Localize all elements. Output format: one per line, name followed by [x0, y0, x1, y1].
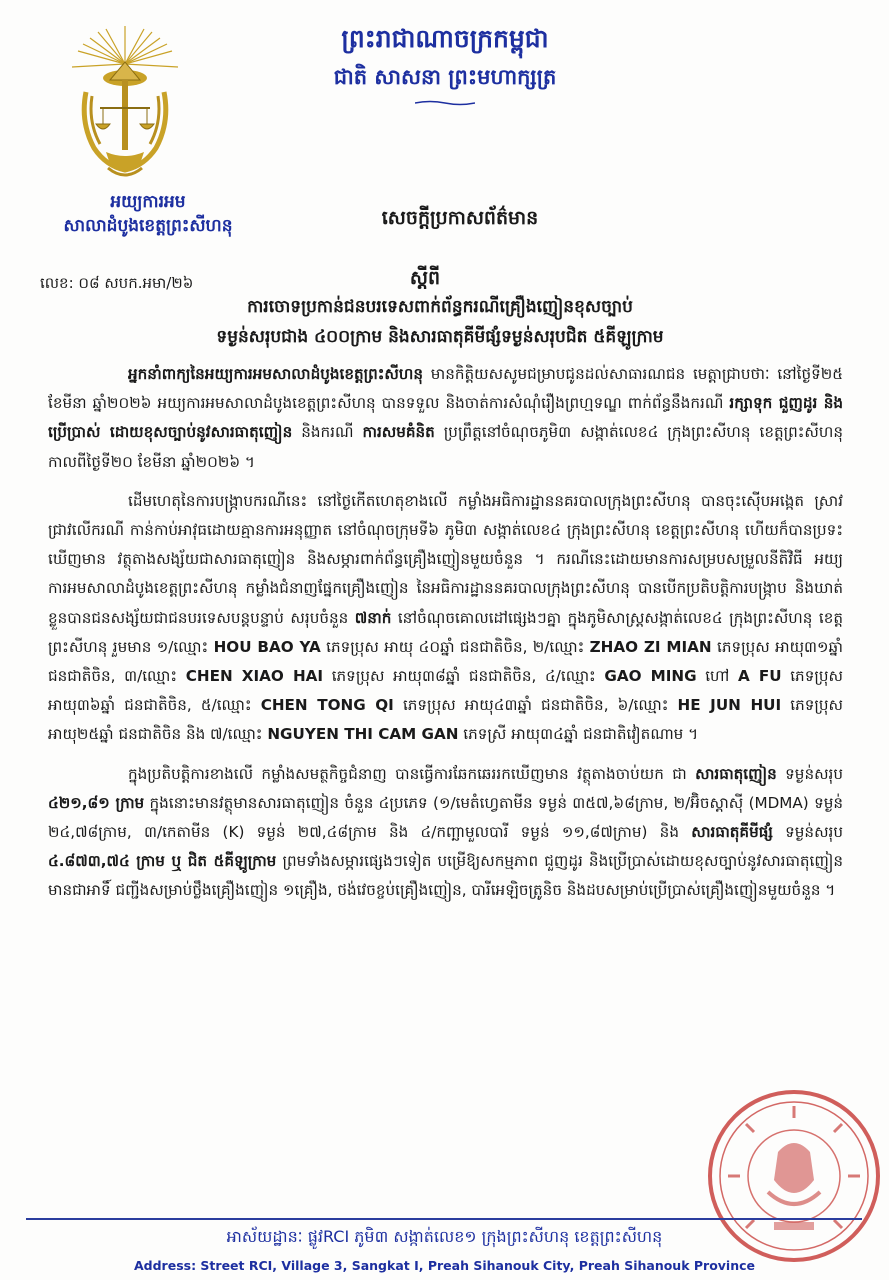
p2-text: ហៅ	[696, 667, 738, 686]
royal-emblem-logo	[66, 22, 184, 184]
drug-weight: ៤២១,៨១ ក្រាម	[48, 793, 145, 812]
kingdom-header	[290, 20, 600, 106]
drug-label: សារធាតុញៀន	[695, 764, 777, 783]
org-line-1: អយ្យការអម	[110, 192, 186, 212]
p2-text: ភេទប្រុស អាយុ៣៨ឆ្នាំ ជនជាតិចិន, ៤/ឈ្មោះ	[323, 667, 605, 686]
suspect-count: ៧នាក់	[354, 608, 392, 627]
suspect-name: HOU BAO YA	[213, 637, 321, 656]
reference-number: លេខ: ០៨ សបក.អមា/២៦	[40, 274, 194, 292]
regarding-label: ស្តីពី	[409, 267, 441, 289]
suspect-name: HE JUN HUI	[677, 696, 782, 715]
kingdom-motto: ជាតិ សាសនា ព្រះមហាក្សត្រ	[333, 65, 557, 89]
p3-text: ទម្ងន់សរុប	[776, 764, 844, 783]
p2-text: នៅចំណុចគោលដៅផ្សេងៗគ្នា ក្នុងភូមិសាស្ត្រសង្កាត់លេខ៤ ក្រុងព្រះសីហនុ ខេត្តព្រះសីហនុ រួមមាន ១/ឈ្មោះ	[48, 608, 843, 656]
kingdom-title: ព្រះរាជាណាចក្រកម្ពុជា	[341, 24, 549, 53]
p2-text: ដើមហេតុនៃការបង្ក្រាបករណីនេះ នៅថ្ងៃកើតហេតុខាងលើ កម្លាំងអធិការដ្ឋាននគរបាលក្រុងព្រះសីហនុ បានចុះស៊ើបអង្កេត ស្រាវជ្រាវលើករណី កាន់កាប់អាវុធដោយគ្មានការអនុញ្ញាត នៅចំណុចក្រុមទី៦ ភូមិ៣ សង្កាត់លេខ៤ ក្រុងព្រះសីហនុ ខេត្តព្រះសីហនុ ហើយក៏បានប្រទះឃើញមាន វត្ថុតាងសង្ស័យជាសារធាតុញៀន និងសម្ភារពាក់ព័ន្ធគ្រឿងញៀនមួយចំនួន ។ ករណីនេះដោយមានការសម្របសម្រួលនីតិវិធី អយ្យការអមសាលាដំបូងខេត្តព្រះសីហនុ កម្លាំងជំនាញផ្នែកគ្រឿងញៀន នៃអធិការដ្ឋាននគរបាលក្រុងព្រះសីហនុ បានបើកប្រតិបត្តិការបង្ក្រាប និងឃាត់ខ្លួនបានជនសង្ស័យជាជនបរទេសបន្តបន្ទាប់ សរុបចំនួន	[48, 491, 843, 627]
org-line-2: សាលាដំបូងខេត្តព្រះសីហនុ	[63, 216, 233, 236]
p3-text: ក្នុងនោះមានវត្ថុមានសារធាតុញៀន ចំនួន ៤ប្រភេទ (១/មេតំហ្វេតាមីន ទម្ងន់ ៣៥៧,៦៨ក្រាម, ២/អ៊ិចស្តាស៊ី (MDMA) ទម្ងន់ ២៤,៧៨ក្រាម, ៣/កេតាមីន (K) ទម្ងន់ ២៧,៤៨ក្រាម និង ៤/កញ្ឆាមួលបារី ទម្ងន់ ១១,៨៧ក្រាម) និង	[48, 793, 843, 842]
p2-text: ភេទប្រុស អាយុ៣៦ឆ្នាំ ជនជាតិចិន, ៥/ឈ្មោះ	[48, 667, 843, 715]
address-khmer: អាស័យដ្ឋានៈ ផ្លូវRCI ភូមិ៣ សង្កាត់លេខ១ ក្រុងព្រះសីហនុ ខេត្តព្រះសីហនុ	[226, 1227, 663, 1246]
chemical-weight: ៤.៨៧៣,៧៤ ក្រាម ឬ ជិត ៥គីឡូក្រាម	[48, 852, 277, 871]
paragraph-3	[48, 760, 843, 906]
subject-line-2: ទម្ងន់សរុបជាង ៤០០ក្រាម និងសារធាតុគីមីផ្សំទម្ងន់សរុបជិត ៥គីឡូក្រាម	[216, 327, 664, 347]
document-subject	[120, 292, 760, 352]
document-title: សេចក្តីប្រកាសព័ត៌មាន	[381, 207, 539, 229]
suspect-name: CHEN TONG QI	[260, 696, 394, 715]
suspect-name: GAO MING	[604, 667, 697, 686]
p3-text: ទម្ងន់សរុប	[772, 823, 843, 842]
p1-text: មានកិត្តិយសសូមជម្រាបជូនដល់សាធារណជន មេត្តាជ្រាបថាៈ នៅថ្ងៃទី២៥ ខែមីនា ឆ្នាំ២០២៦ អយ្យការអមសាលាដំបូងខេត្តព្រះសីហនុ បានទទួល និងចាត់ការសំណុំរឿងព្រហ្មទណ្ឌ ពាក់ព័ន្ធនឹងករណី	[48, 365, 843, 413]
document-body	[48, 360, 843, 916]
ornament-divider-icon	[415, 100, 475, 106]
organization-name	[60, 190, 236, 238]
p1-text: ប្រព្រឹត្តនៅចំណុចភូមិ៣ សង្កាត់លេខ៤ ក្រុងព្រះសីហនុ ខេត្តព្រះសីហនុ កាលពីថ្ងៃទី២០ ខែមីនា ឆ្នាំ២០២៦ ។	[48, 423, 843, 471]
p2-text: ភេទប្រុស អាយុ៣១ឆ្នាំ ជនជាតិចិន, ៣/ឈ្មោះ	[48, 637, 843, 686]
subject-line-1: ការចោទប្រកាន់ជនបរទេសពាក់ព័ន្ធករណីគ្រឿងញៀនខុសច្បាប់	[247, 297, 633, 317]
address-english: Address: Street RCI, Village 3, Sangkat I, Preah Sihanouk City, Preah Sihanouk Province	[133, 1258, 755, 1273]
p2-text: ភេទប្រុស អាយុ ៤០ឆ្នាំ ជនជាតិចិន, ២/ឈ្មោះ	[320, 637, 590, 656]
paragraph-1	[48, 360, 843, 477]
p1-charge: រក្សាទុក ជួញដូរ និងប្រើប្រាស់ ដោយខុសច្បាប់នូវសារធាតុញៀន	[48, 394, 844, 442]
p2-text: ភេទស្រី អាយុ៣៤ឆ្នាំ ជនជាតិវៀតណាម ។	[458, 725, 699, 744]
chemical-label: សារធាតុគីមីផ្សំ	[691, 823, 773, 842]
p3-text: ព្រមទាំងសម្ភារផ្សេងៗទៀត បម្រើឱ្យសកម្មភាព ជួញដូរ និងប្រើប្រាស់ដោយខុសច្បាប់នូវសារធាតុញៀន មានជាអាទិ៍ ជញ្ជីងសម្រាប់ថ្លឹងគ្រឿងញៀន ១គ្រឿង, ថង់វេចខ្ចប់គ្រឿងញៀន, បារីអេឡិចត្រូនិច និងដបសម្រាប់ប្រើប្រាស់គ្រឿងញៀនមួយចំនួន ។	[48, 852, 843, 900]
p2-text: ភេទប្រុស អាយុ២៥ឆ្នាំ ជនជាតិចិន និង ៧/ឈ្មោះ	[48, 696, 843, 744]
p1-accomplice: ការសមគំនិត	[362, 423, 435, 442]
suspect-alias: A FU	[738, 667, 782, 686]
suspect-name: CHEN XIAO HAI	[185, 667, 324, 686]
paragraph-2	[48, 487, 843, 750]
suspect-name: ZHAO ZI MIAN	[589, 637, 712, 656]
footer-divider	[26, 1218, 862, 1220]
p2-text: ភេទប្រុស អាយុ៤៣ឆ្នាំ ជនជាតិចិន, ៦/ឈ្មោះ	[393, 696, 678, 715]
p1-text: និងករណី	[292, 423, 363, 442]
suspect-name: NGUYEN THI CAM GAN	[267, 725, 459, 744]
spokesperson-lead: អ្នកនាំពាក្យនៃអយ្យការអមសាលាដំបូងខេត្តព្រះសីហនុ	[128, 365, 423, 383]
p3-text: ក្នុងប្រតិបត្តិការខាងលើ កម្លាំងសមត្ថកិច្ចជំនាញ បានធ្វើការឆែកឆេររកឃើញមាន វត្ថុតាងចាប់យក ជា	[128, 764, 696, 783]
